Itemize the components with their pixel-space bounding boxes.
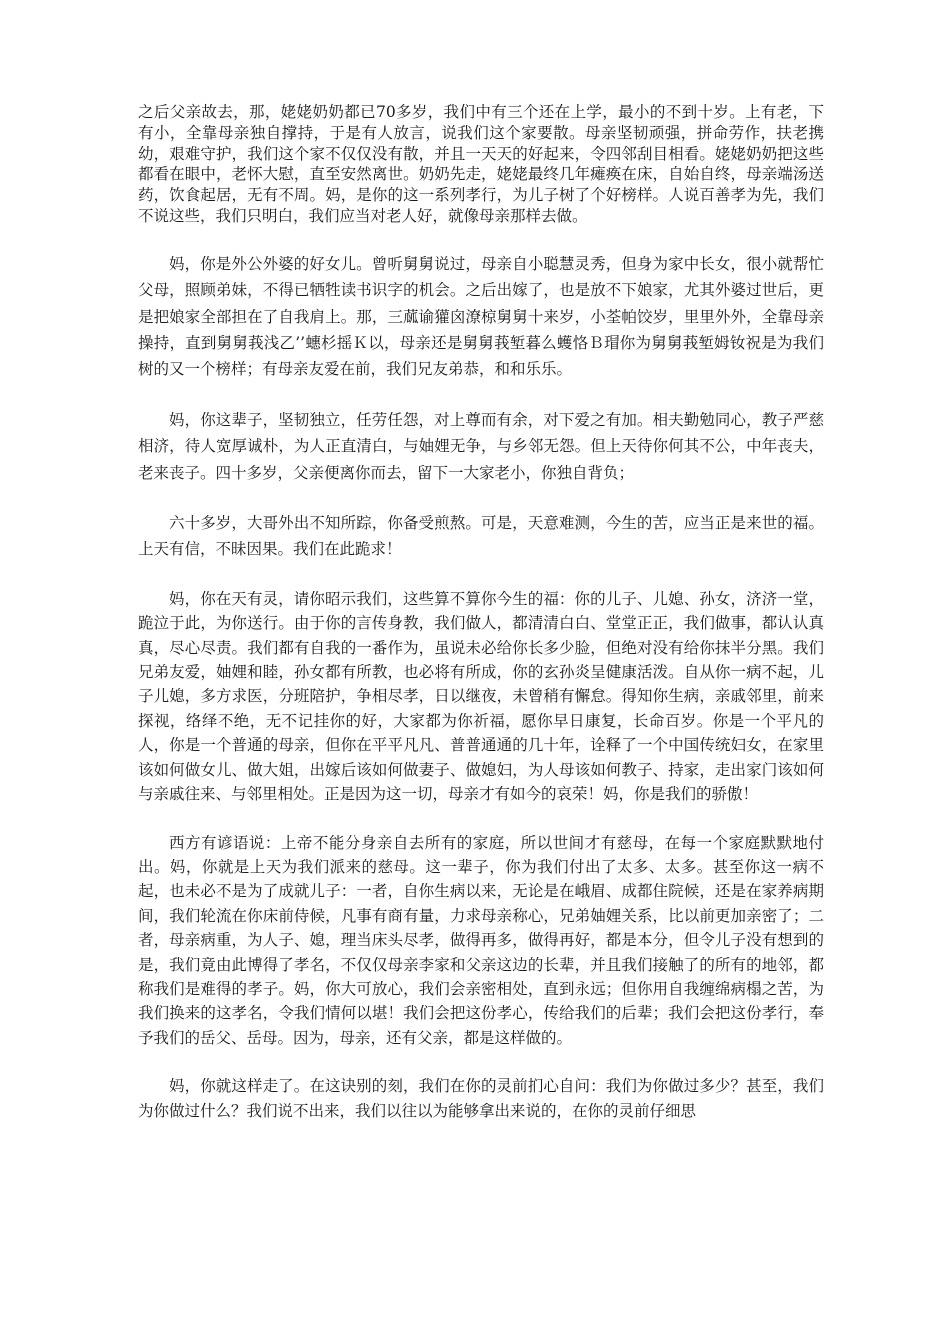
paragraph-good-daughter: 妈，你是外公外婆的好女儿。曾听舅舅说过，母亲自小聪慧灵秀，但身为家中长女，很小就帮忙父母，照顾弟妹，不得已牺牲读书识字的机会。之后出嫁了，也是放不下娘家，尤其外婆过世后，更是把娘家全部担在了自我肩上。那，三蓏谕獾囟潦椋舅舅十来岁，小荃帕饺岁，里里外外，全靠母亲操持，直到舅舅莪浅乙’’蟪杉摇Ｋ以，母亲还是舅舅莪堑暮么蠖恪Ｂ瑁你为舅舅莪堑姆钕祝是为我们树的又一个榜样；有母亲友爱在前，我们兄友弟恭，和和乐乐。 <box>138 254 824 379</box>
paragraph-sixty-years: 六十多岁，大哥外出不知所踪，你备受煎熬。可是，天意难测，今生的苦，应当正是来世的福。上天有信，不昧因果。我们在此跪求！ <box>138 514 824 559</box>
paragraph-lifetime-virtues: 妈，你这辈子，坚韧独立，任劳任怨，对上尊而有余，对下爱之有加。相夫勤勉同心，教子严慈相济，待人宽厚诚朴，为人正直清白，与妯娌无争，与乡邻无怨。但上天待你何其不公，中年丧夫，老来丧子。四十多岁，父亲便离你而去，留下一大家老小，你独自背负； <box>138 410 824 482</box>
paragraph-blessings: 妈，你在天有灵，请你昭示我们，这些算不算你今生的福：你的儿子、儿媳、孙女，济济一堂，跪泣于此，为你送行。由于你的言传身教，我们做人，都清清白白、堂堂正正，我们做事，都认认真真，尽心尽责。我们都有自我的一番作为，虽说未必给你长多少脸，但绝对没有给你抹半分黑。我们兄弟友爱，妯娌和睦，孙女都有所教，也必将有所成，你的玄孙炎呈健康活泼。自从你一病不起，儿子儿媳，多方求医，分班陪护，争相尽孝，日以继夜，未曾稍有懈怠。得知你生病，亲戚邻里，前来探视，络绎不绝，无不记挂你的好，大家都为你祈福，愿你早日康复，长命百岁。你是一个平凡的人，你是一个普通的母亲，但你在平平凡凡、普普通通的几十年，诠释了一个中国传统妇女，在家里该如何做女儿、做大姐，出嫁后该如何做妻子、做媳妇，为人母该如何教子、持家，走出家门该如何与亲戚往来、与邻里相处。正是因为这一切，母亲才有如今的哀荣！妈，你是我们的骄傲！ <box>138 589 824 804</box>
paragraph-western-proverb: 西方有谚语说：上帝不能分身亲自去所有的家庭，所以世间才有慈母，在每一个家庭默默地付出。妈，你就是上天为我们派来的慈母。这一辈子，你为我们付出了太多、太多。甚至你这一病不起，也未必不是为了成就儿子：一者，自你生病以来，无论是在峨眉、成都住院候，还是在家养病期间，我们轮流在你床前侍候，凡事有商有量，力求母亲称心，兄弟妯娌关系，比以前更加亲密了；二者，母亲病重，为人子、媳，理当床头尽孝，做得再多，做得再好，都是本分，但令儿子没有想到的是，我们竟由此博得了孝名，不仅仅母亲李家和父亲这边的长辈，并且我们接触了的所有的地邻，都称我们是难得的孝子。妈，你大可放心，我们会亲密相处，直到永远；但你用自我缠绵病榻之苦，为我们换来的这孝名，令我们情何以堪！我们会把这份孝心，传给我们的后辈；我们会把这份孝行，奉予我们的岳父、岳母。因为，母亲，还有父亲，都是这样做的。 <box>138 833 824 1047</box>
paragraph-father-passing: 之后父亲故去，那，姥姥奶奶都已70多岁，我们中有三个还在上学，最小的不到十岁。上有老，下有小，全靠母亲独自撑持，于是有人放言，说我们这个家要散。母亲坚韧顽强，拼命劳作，扶老携幼，艰难守护，我们这个家不仅仅没有散，并且一天天的好起来，令四邻刮目相看。姥姥奶奶把这些都看在眼中，老怀大慰，直至安然离世。奶奶先走，姥姥最终几年瘫痪在床，自始自终，母亲端汤送药，饮食起居，无有不周。妈，是你的这一系列孝行，为儿子树了个好榜样。人说百善孝为先，我们不说这些，我们只明白，我们应当对老人好，就像母亲那样去做。 <box>138 103 824 225</box>
paragraph-farewell: 妈，你就这样走了。在这诀别的刻，我们在你的灵前扪心自问：我们为你做过多少？甚至，我们为你做过什么？我们说不出来，我们以往以为能够拿出来说的，在你的灵前仔细思 <box>138 1077 824 1120</box>
document-body <box>138 102 824 1147</box>
